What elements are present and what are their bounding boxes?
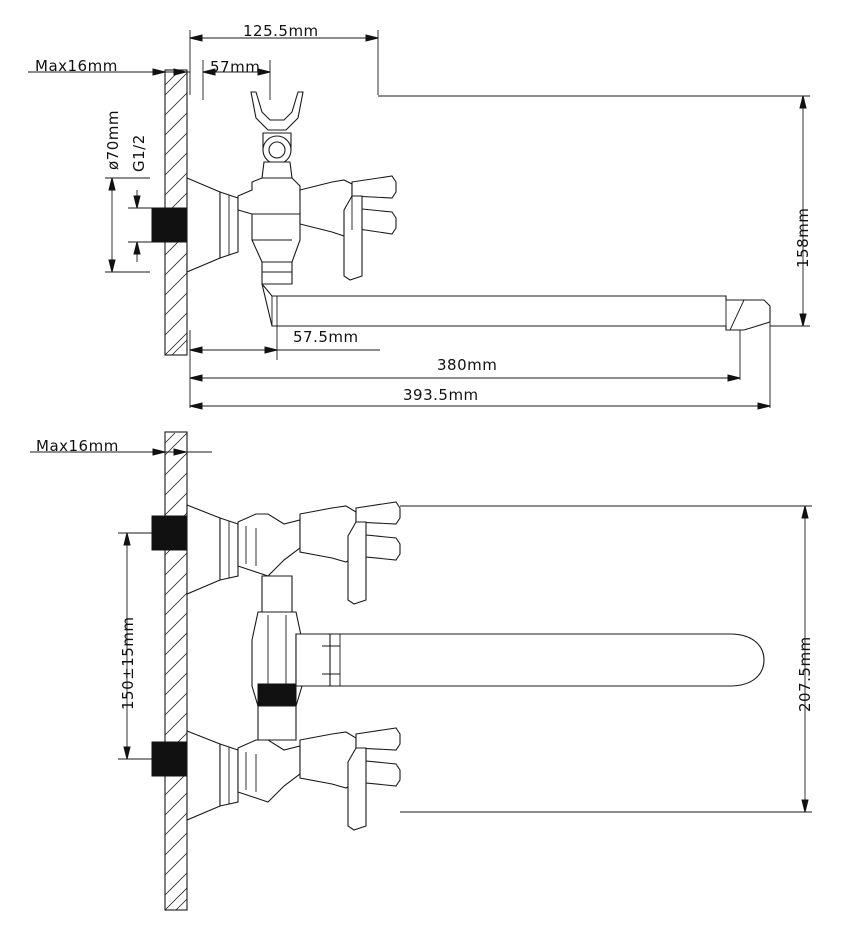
dimension-label-125-5mm: 125.5mm (243, 22, 319, 40)
riser-column (252, 576, 302, 740)
dimension-lines-top (28, 30, 810, 409)
mixer-body-lower (238, 728, 400, 830)
escutcheon-lower (187, 731, 238, 820)
cross-handle-top (300, 176, 396, 280)
dimension-label-158mm: 158mm (794, 207, 812, 268)
dimension-label-57-5mm: 57.5mm (293, 328, 359, 346)
dimension-label-150mm: 150±15mm (119, 616, 137, 710)
inlet-connector-upper (152, 516, 187, 550)
dimension-label-g1-2: G1/2 (130, 134, 148, 172)
inlet-connector-top (152, 208, 187, 242)
dimension-label-207-5mm: 207.5mm (796, 636, 814, 712)
inlet-connector-lower (152, 742, 187, 776)
dimension-label-max16mm-bottom: Max16mm (36, 437, 119, 455)
wall-section-bottom (165, 432, 187, 910)
dimension-label-393-5mm: 393.5mm (403, 386, 479, 404)
escutcheon-top (187, 178, 238, 272)
dimension-label-57mm: 57mm (210, 58, 261, 76)
spout-bottom (296, 634, 764, 686)
dimension-label-380mm: 380mm (437, 356, 498, 374)
dimension-label-max16mm-top: Max16mm (35, 57, 118, 75)
dimension-label-diameter-70mm: ø70mm (104, 110, 122, 170)
spout-top (262, 284, 770, 330)
shower-holder-top (251, 92, 303, 178)
escutcheon-upper (187, 505, 238, 594)
dimension-lines-bottom (30, 432, 812, 812)
